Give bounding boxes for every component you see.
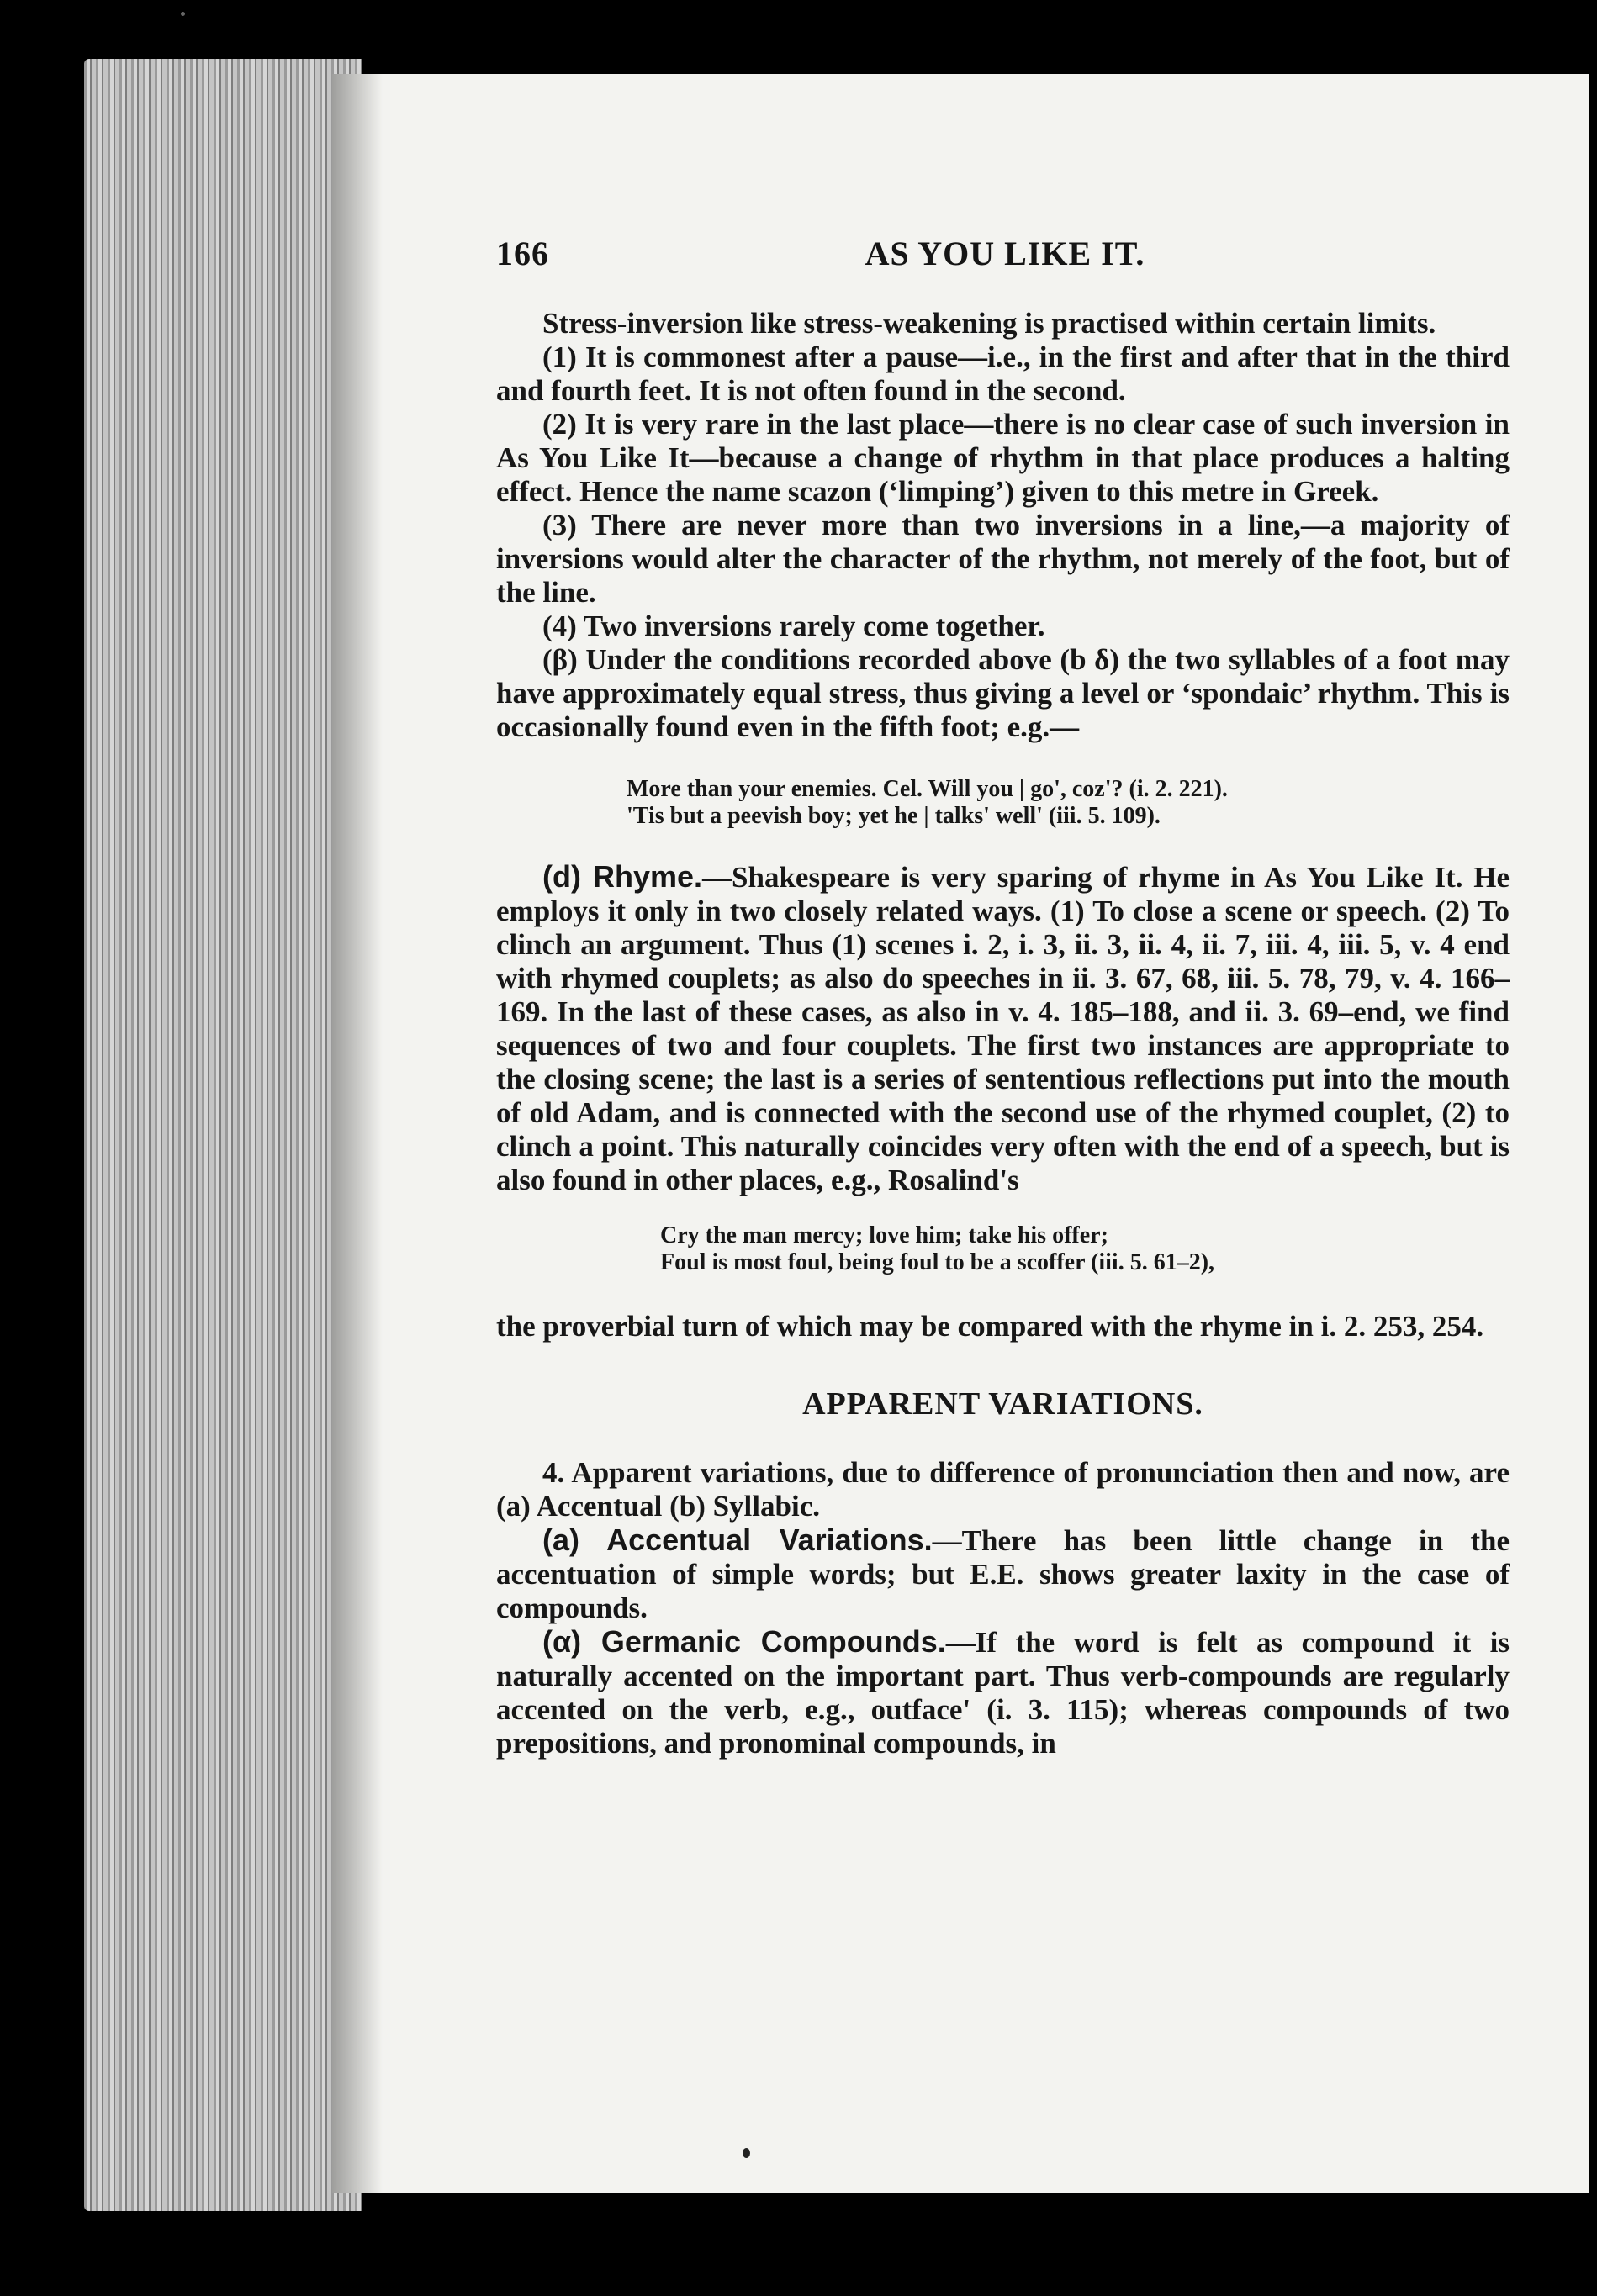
paragraph: 4. Apparent variations, due to difference of pronunciation then and now, are (a) Accentual (b) Syllabic. — [496, 1456, 1510, 1523]
paragraph: (3) There are never more than two inversions in a line,—a majority of inversions would alter the character of the rhythm, not merely of the foot, but of the line. — [496, 509, 1510, 609]
paragraph: (2) It is very rare in the last place—there is no clear case of such inversion in As You Like It—because a change of rhythm in that place produces a halting effect. Hence the name scazon (‘limping’) given to this metre in Greek. — [496, 408, 1510, 508]
paragraph: the proverbial turn of which may be compared with the rhyme in i. 2. 253, 254. — [496, 1310, 1484, 1343]
ink-dot — [743, 2148, 750, 2158]
paragraph: (β) Under the conditions recorded above (b δ) the two syllables of a foot may have approximately equal stress, thus giving a level or ‘spondaic’ rhythm. This is occasionally found even in the fifth foot; e.g.— — [496, 643, 1510, 743]
verse-line: 'Tis but a peevish boy; yet he | talks' well' (iii. 5. 109). — [627, 803, 1161, 829]
paragraph-text: —If the word is felt as compound it is naturally accented on the important part. Thus verb-compounds are regularly accented on the verb, e.g., outface' (i. 3. 115); whereas compounds of two prepositions, and pronominal compounds, in — [496, 1626, 1510, 1760]
verse-quotation — [660, 1222, 1510, 1276]
run-in-heading: (a) Accentual Variations. — [542, 1523, 933, 1557]
paragraph: (4) Two inversions rarely come together. — [542, 610, 1045, 642]
verse-line: Cry the man mercy; love him; take his offer; — [660, 1222, 1108, 1248]
verse-quotation — [627, 776, 1510, 830]
verse-line: Foul is most foul, being foul to be a scoffer (iii. 5. 61–2), — [660, 1249, 1215, 1275]
page-number: 166 — [496, 235, 549, 272]
paragraph — [496, 1523, 1510, 1625]
run-in-heading: (α) Germanic Compounds. — [542, 1624, 946, 1659]
paragraph — [496, 860, 1510, 1197]
body-text — [496, 307, 1510, 1760]
running-head — [496, 234, 1514, 276]
paragraph: Stress-inversion like stress-weakening is practised within certain limits. — [542, 307, 1436, 340]
paragraph — [496, 1625, 1510, 1760]
paragraph: (1) It is commonest after a pause—i.e., in the first and after that in the third and fourth feet. It is not often found in the second. — [496, 340, 1510, 407]
scan-speck — [181, 12, 185, 16]
gutter-shadow — [332, 74, 383, 2193]
paragraph-text: —There has been little change in the accentuation of simple words; but E.E. shows greater laxity in the case of compounds. — [496, 1524, 1510, 1624]
book-page-edges — [84, 59, 362, 2211]
running-title: AS YOU LIKE IT. — [865, 235, 1145, 272]
paragraph-text: —Shakespeare is very sparing of rhyme in As You Like It. He employs it only in two closely related ways. (1) To close a scene or speech. (2) To clinch an argument. Thus (1) scenes i. 2, i. 3, ii. 3, ii. 4, ii. 7, iii. 4, iii. 5, v. 4 end with rhymed couplets; as also do speeches in ii. 3. 67, 68, iii. 5. 78, 79, v. 4. 166–169. In the last of these cases, as also in v. 4. 185–188, and ii. 3. 69–end, we find sequences of two and four couplets. The first two instances are appropriate to the closing scene; the last is a series of sententious reflections put into the mouth of old Adam, and is connected with the second use of the rhymed couplet, (2) to clinch a point. This naturally coincides very often with the end of a speech, but is also found in other places, e.g., Rosalind's — [496, 861, 1510, 1196]
verse-line: More than your enemies. Cel. Will you | go', coz'? (i. 2. 221). — [627, 776, 1228, 802]
run-in-heading: (d) Rhyme. — [542, 859, 703, 894]
section-heading: APPARENT VARIATIONS. — [802, 1386, 1203, 1422]
